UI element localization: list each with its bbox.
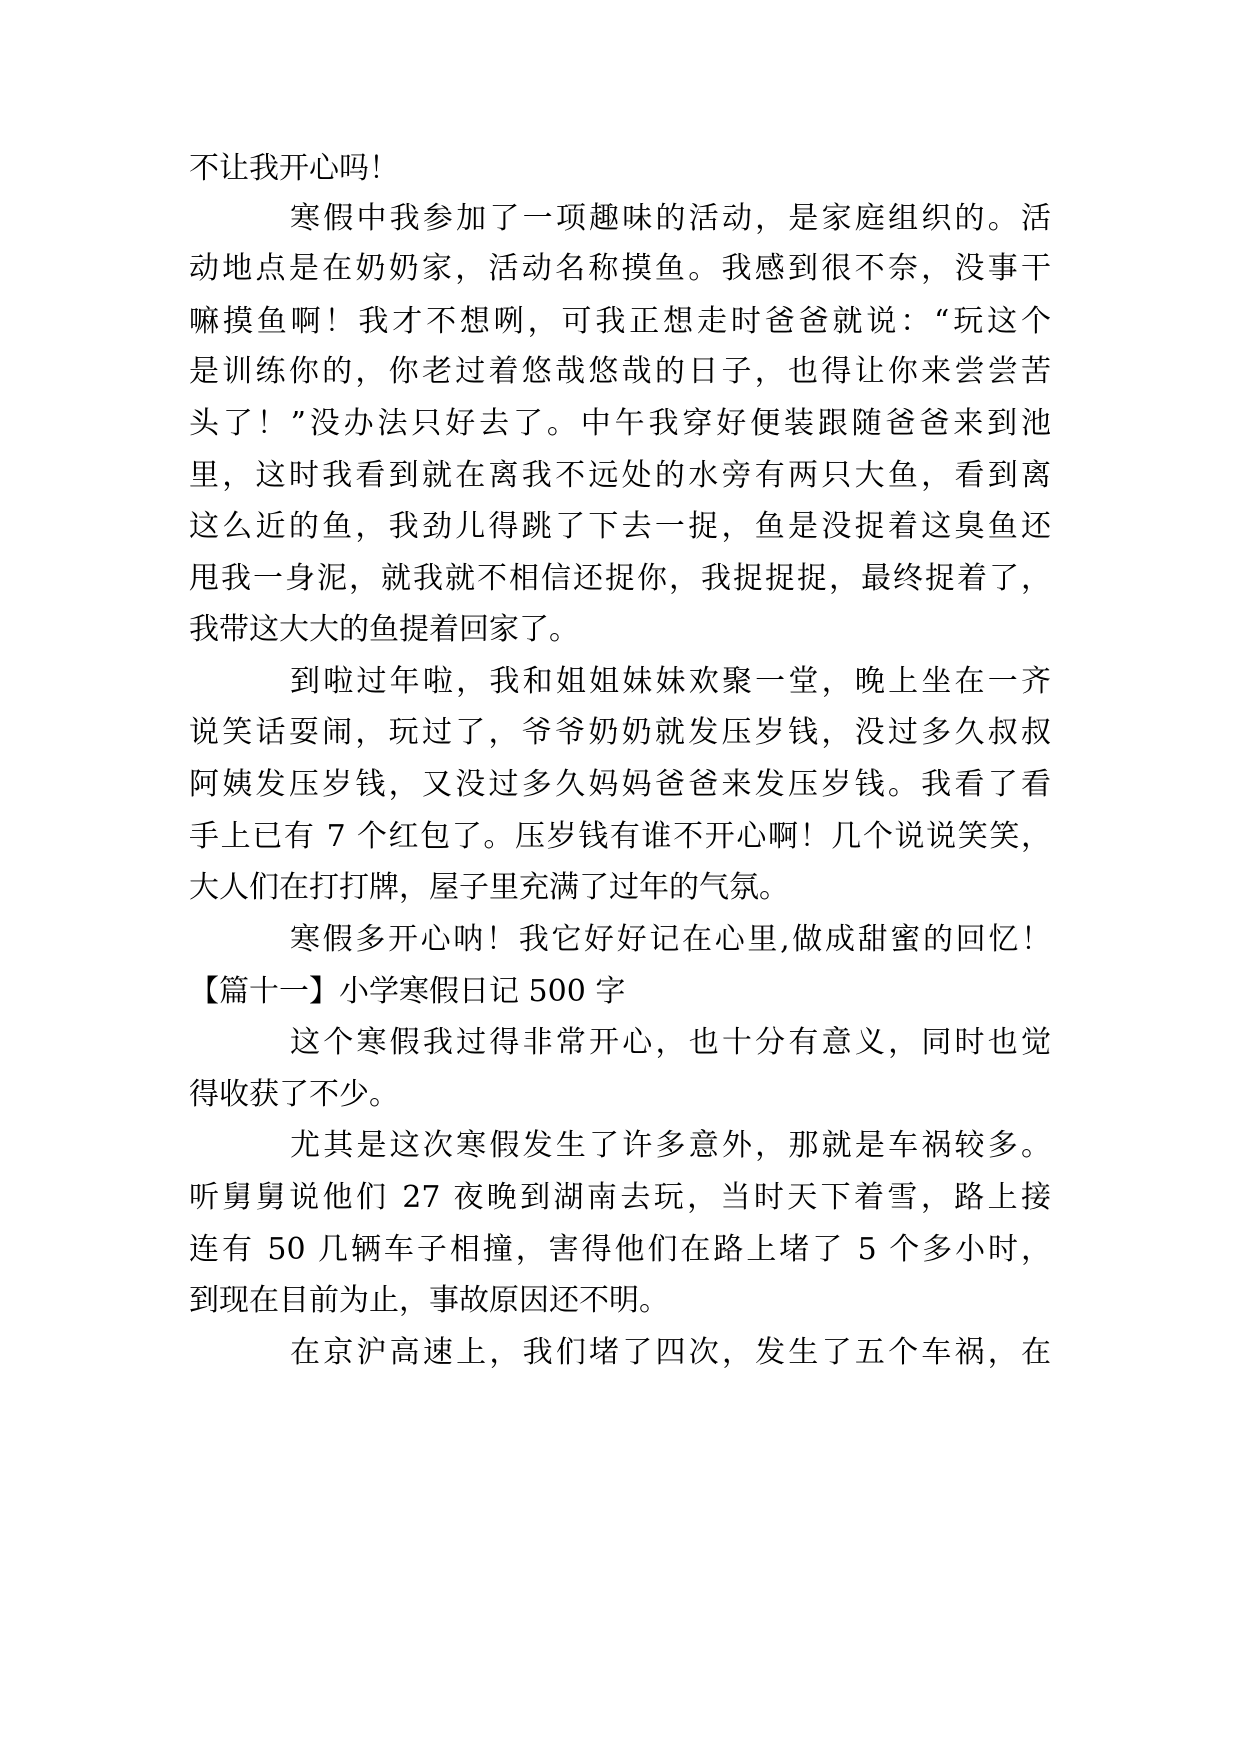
section-heading: 【篇十一】小学寒假日记 500 字 — [189, 974, 626, 1009]
text-line: 里，这时我看到就在离我不远处的水旁有两只大鱼，看到离 — [189, 458, 1051, 493]
text-line: 寒假中我参加了一项趣味的活动，是家庭组织的。活 — [290, 201, 1051, 236]
text-line: 到啦过年啦，我和姐姐妹妹欢聚一堂，晚上坐在一齐 — [290, 664, 1051, 699]
text-line: 甩我一身泥，就我就不相信还捉你，我捉捉捉，最终捉着了， — [189, 561, 1051, 596]
text-line: 在京沪高速上，我们堵了四次，发生了五个车祸，在 — [290, 1335, 1051, 1370]
text-line: 不让我开心吗！ — [189, 151, 399, 186]
text-line: 大人们在打打牌，屋子里充满了过年的气氛。 — [189, 870, 789, 905]
text-line: 嘛摸鱼啊！我才不想咧，可我正想走时爸爸就说：“玩这个 — [189, 304, 1051, 339]
text-line: 寒假多开心呐！我它好好记在心里,做成甜蜜的回忆！ — [290, 922, 1051, 957]
text-line: 到现在目前为止，事故原因还不明。 — [189, 1283, 669, 1318]
text-line: 这个寒假我过得非常开心，也十分有意义，同时也觉 — [290, 1025, 1051, 1060]
text-line: 阿姨发压岁钱，又没过多久妈妈爸爸来发压岁钱。我看了看 — [189, 767, 1051, 802]
text-line: 我带这大大的鱼提着回家了。 — [189, 612, 579, 647]
text-line: 连有 50 几辆车子相撞，害得他们在路上堵了 5 个多小时， — [189, 1232, 1051, 1267]
text-line: 头了！”没办法只好去了。中午我穿好便装跟随爸爸来到池 — [189, 406, 1051, 441]
text-line: 动地点是在奶奶家，活动名称摸鱼。我感到很不奈，没事干 — [189, 251, 1051, 286]
text-line: 得收获了不少。 — [189, 1077, 399, 1112]
text-line: 这么近的鱼，我劲儿得跳了下去一捉，鱼是没捉着这臭鱼还 — [189, 509, 1051, 544]
text-line: 手上已有 7 个红包了。压岁钱有谁不开心啊！几个说说笑笑， — [189, 819, 1051, 854]
text-line: 尤其是这次寒假发生了许多意外，那就是车祸较多。 — [290, 1128, 1051, 1163]
text-line: 说笑话耍闹，玩过了，爷爷奶奶就发压岁钱，没过多久叔叔 — [189, 715, 1051, 750]
text-line: 听舅舅说他们 27 夜晚到湖南去玩，当时天下着雪，路上接 — [189, 1180, 1051, 1215]
text-line: 是训练你的，你老过着悠哉悠哉的日子，也得让你来尝尝苦 — [189, 354, 1051, 389]
